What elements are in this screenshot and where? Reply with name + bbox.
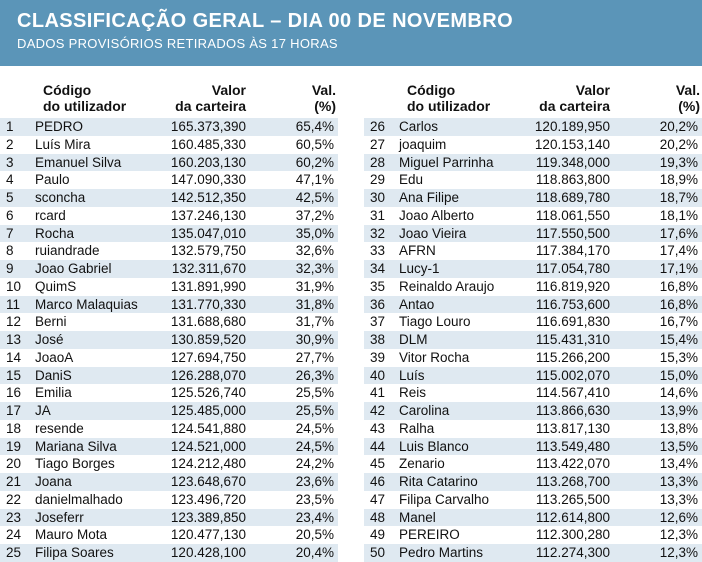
user-code-cell: resende [35, 420, 84, 436]
pct-change-cell: 25,5% [295, 403, 334, 418]
column-header-value: Valor da carteira [539, 82, 610, 114]
user-code-cell: Emanuel Silva [35, 154, 122, 170]
table-row [364, 544, 702, 562]
pct-change-cell: 25,5% [295, 385, 334, 401]
user-code-cell: Mariana Silva [35, 438, 117, 454]
table-row [364, 260, 702, 278]
portfolio-value-cell: 112.614,800 [535, 509, 610, 525]
portfolio-value-cell: 119.348,000 [535, 154, 610, 170]
portfolio-value-cell: 115.431,310 [535, 332, 610, 347]
pct-change-cell: 13,5% [659, 438, 698, 454]
table-row [364, 171, 702, 189]
table-row [364, 438, 702, 456]
pct-change-cell: 60,2% [295, 154, 334, 170]
portfolio-value-cell: 113.268,700 [535, 474, 610, 489]
rank-cell: 27 [370, 136, 386, 152]
pct-change-cell: 14,6% [659, 385, 698, 401]
portfolio-value-cell: 160.485,330 [170, 136, 246, 152]
portfolio-value-cell: 112.274,300 [535, 545, 610, 560]
table-row [0, 544, 338, 562]
pct-change-cell: 32,3% [295, 261, 334, 276]
page-subtitle: DADOS PROVISÓRIOS RETIRADOS ÀS 17 HORAS [17, 36, 338, 51]
pct-change-cell: 26,3% [295, 367, 334, 383]
table-row [364, 118, 702, 136]
pct-change-cell: 13,4% [659, 456, 698, 472]
user-code-cell: Luís [399, 367, 425, 383]
rank-cell: 15 [6, 367, 22, 383]
portfolio-value-cell: 113.866,630 [535, 403, 610, 418]
user-code-cell: AFRN [399, 243, 436, 259]
pct-change-cell: 37,2% [295, 207, 334, 223]
pct-change-cell: 13,3% [659, 474, 698, 489]
user-code-cell: José [35, 332, 64, 347]
user-code-cell: Pedro Martins [399, 545, 484, 560]
portfolio-value-cell: 123.648,670 [170, 474, 246, 489]
user-code-cell: Luís Mira [35, 136, 91, 152]
user-code-cell: Manel [399, 509, 436, 525]
rank-cell: 46 [370, 474, 386, 489]
table-row [0, 420, 338, 438]
portfolio-value-cell: 160.203,130 [170, 154, 246, 170]
table-row [364, 384, 702, 402]
portfolio-value-cell: 118.061,550 [535, 207, 610, 223]
rank-cell: 14 [6, 349, 22, 365]
rank-cell: 23 [6, 509, 22, 525]
table-row [0, 189, 338, 207]
rank-cell: 25 [6, 545, 22, 560]
rank-cell: 38 [370, 332, 386, 347]
portfolio-value-cell: 113.422,070 [535, 456, 610, 472]
portfolio-value-cell: 123.389,850 [170, 509, 246, 525]
table-row [0, 438, 338, 456]
rank-cell: 33 [370, 243, 386, 259]
user-code-cell: Ralha [399, 420, 435, 436]
rank-cell: 31 [370, 207, 386, 223]
column-header-code: Código do utilizador [407, 82, 491, 114]
page-title: CLASSIFICAÇÃO GERAL – DIA 00 DE NOVEMBRO [17, 10, 514, 32]
pct-change-cell: 23,4% [295, 509, 334, 525]
user-code-cell: Paulo [35, 172, 70, 188]
portfolio-value-cell: 112.300,280 [535, 527, 610, 543]
pct-change-cell: 13,3% [659, 491, 698, 507]
rank-cell: 24 [6, 527, 22, 543]
table-row [364, 242, 702, 260]
table-row [0, 384, 338, 402]
rank-cell: 32 [370, 225, 386, 241]
portfolio-value-cell: 116.819,920 [535, 278, 610, 294]
pct-change-cell: 15,0% [659, 367, 698, 383]
rank-cell: 21 [6, 474, 22, 489]
pct-change-cell: 24,2% [295, 456, 334, 472]
user-code-cell: Joao Gabriel [35, 261, 112, 276]
pct-change-cell: 24,5% [295, 438, 334, 454]
table-row [0, 118, 338, 136]
rank-cell: 7 [6, 225, 14, 241]
table-row [0, 242, 338, 260]
table-row [0, 278, 338, 296]
pct-change-cell: 18,9% [659, 172, 698, 188]
rank-cell: 13 [6, 332, 22, 347]
portfolio-value-cell: 142.512,350 [170, 190, 246, 205]
user-code-cell: Edu [399, 172, 424, 188]
user-code-cell: Rocha [35, 225, 75, 241]
user-code-cell: Luis Blanco [399, 438, 469, 454]
pct-change-cell: 17,6% [659, 225, 698, 241]
user-code-cell: Filipa Carvalho [399, 491, 490, 507]
pct-change-cell: 12,3% [659, 545, 698, 560]
rank-cell: 47 [370, 491, 386, 507]
portfolio-value-cell: 125.526,740 [170, 385, 246, 401]
rank-cell: 43 [370, 420, 386, 436]
user-code-cell: Reis [399, 385, 427, 401]
user-code-cell: Antao [399, 296, 435, 312]
user-code-cell: rcard [35, 207, 66, 223]
table-row [0, 260, 338, 278]
column-header-code: Código do utilizador [43, 82, 127, 114]
user-code-cell: PEREIRO [399, 527, 460, 543]
rank-cell: 50 [370, 545, 386, 560]
table-row [0, 349, 338, 367]
portfolio-value-cell: 137.246,130 [170, 207, 246, 223]
portfolio-value-cell: 132.579,750 [170, 243, 246, 259]
table-row [364, 509, 702, 527]
rank-cell: 37 [370, 314, 386, 330]
table-row [0, 367, 338, 385]
portfolio-value-cell: 124.521,000 [170, 438, 246, 454]
user-code-cell: Tiago Louro [399, 314, 471, 330]
portfolio-value-cell: 116.753,600 [535, 296, 610, 312]
portfolio-value-cell: 120.153,140 [534, 136, 610, 152]
table-row [0, 313, 338, 331]
table-row [364, 225, 702, 243]
pct-change-cell: 32,6% [295, 243, 334, 259]
table-row [0, 171, 338, 189]
pct-change-cell: 18,7% [659, 190, 698, 205]
pct-change-cell: 23,6% [295, 474, 334, 489]
rank-cell: 22 [6, 491, 22, 507]
pct-change-cell: 12,3% [659, 527, 698, 543]
column-header-row [0, 66, 338, 118]
user-code-cell: Emilia [35, 385, 72, 401]
pct-change-cell: 42,5% [295, 190, 334, 205]
portfolio-value-cell: 117.054,780 [535, 261, 610, 276]
pct-change-cell: 20,2% [659, 136, 698, 152]
portfolio-value-cell: 130.859,520 [170, 332, 246, 347]
pct-change-cell: 35,0% [295, 225, 334, 241]
rank-cell: 19 [6, 438, 22, 454]
table-row [0, 225, 338, 243]
pct-change-cell: 13,8% [659, 420, 698, 436]
user-code-cell: Vitor Rocha [399, 349, 470, 365]
table-row [0, 207, 338, 225]
user-code-cell: Miguel Parrinha [399, 154, 494, 170]
table-row [364, 154, 702, 172]
pct-change-cell: 19,3% [659, 154, 698, 170]
rank-cell: 4 [6, 172, 14, 188]
table-row [364, 331, 702, 349]
user-code-cell: Mauro Mota [35, 527, 108, 543]
pct-change-cell: 17,1% [659, 261, 698, 276]
portfolio-value-cell: 126.288,070 [170, 367, 246, 383]
user-code-cell: Joao Alberto [399, 207, 475, 223]
table-row [364, 402, 702, 420]
user-code-cell: JA [35, 403, 51, 418]
rank-cell: 18 [6, 420, 22, 436]
rank-cell: 44 [370, 438, 386, 454]
portfolio-value-cell: 131.688,680 [170, 314, 246, 330]
portfolio-value-cell: 123.496,720 [170, 491, 246, 507]
user-code-cell: Reinaldo Araujo [399, 278, 495, 294]
pct-change-cell: 27,7% [295, 349, 334, 365]
pct-change-cell: 15,4% [659, 332, 698, 347]
portfolio-value-cell: 135.047,010 [170, 225, 246, 241]
user-code-cell: Rita Catarino [399, 474, 478, 489]
table-row [364, 136, 702, 154]
table-row [364, 473, 702, 491]
user-code-cell: danielmalhado [35, 491, 123, 507]
rank-cell: 35 [370, 278, 386, 294]
table-row [0, 154, 338, 172]
table-row [364, 207, 702, 225]
portfolio-value-cell: 120.428,100 [170, 545, 246, 560]
pct-change-cell: 31,7% [295, 314, 334, 330]
pct-change-cell: 24,5% [295, 420, 334, 436]
header-banner [0, 0, 702, 66]
rank-cell: 10 [6, 278, 22, 294]
pct-change-cell: 16,8% [659, 278, 698, 294]
portfolio-value-cell: 125.485,000 [170, 403, 246, 418]
column-header-pct: Val. (%) [675, 82, 700, 114]
rank-cell: 3 [6, 154, 14, 170]
rank-cell: 39 [370, 349, 386, 365]
pct-change-cell: 17,4% [659, 243, 698, 259]
portfolio-value-cell: 117.384,170 [535, 243, 610, 259]
pct-change-cell: 20,2% [659, 119, 698, 134]
portfolio-value-cell: 147.090,330 [170, 172, 246, 188]
ranking-table-left [0, 66, 338, 562]
rank-cell: 5 [6, 190, 14, 205]
table-row [0, 455, 338, 473]
rank-cell: 36 [370, 296, 386, 312]
portfolio-value-cell: 114.567,410 [535, 385, 610, 401]
table-row [0, 296, 338, 314]
table-row [0, 509, 338, 527]
portfolio-value-cell: 124.541,880 [170, 420, 246, 436]
rank-cell: 26 [370, 119, 386, 134]
portfolio-value-cell: 131.891,990 [170, 278, 246, 294]
pct-change-cell: 30,9% [295, 332, 334, 347]
user-code-cell: Zenario [399, 456, 445, 472]
user-code-cell: Carlos [399, 119, 439, 134]
user-code-cell: Joao Vieira [399, 225, 467, 241]
portfolio-value-cell: 116.691,830 [535, 314, 610, 330]
portfolio-value-cell: 124.212,480 [170, 456, 246, 472]
pct-change-cell: 31,8% [295, 296, 334, 312]
portfolio-value-cell: 113.265,500 [535, 491, 610, 507]
user-code-cell: DLM [399, 332, 428, 347]
pct-change-cell: 13,9% [659, 403, 698, 418]
portfolio-value-cell: 118.863,800 [535, 172, 610, 188]
pct-change-cell: 23,5% [295, 491, 334, 507]
portfolio-value-cell: 165.373,390 [170, 119, 246, 134]
rank-cell: 42 [370, 403, 386, 418]
rank-cell: 2 [6, 136, 14, 152]
rank-cell: 9 [6, 261, 14, 276]
table-row [0, 491, 338, 509]
column-header-value: Valor da carteira [175, 82, 246, 114]
portfolio-value-cell: 113.817,130 [535, 420, 610, 436]
portfolio-value-cell: 117.550,500 [535, 225, 610, 241]
rank-cell: 1 [6, 119, 14, 134]
rank-cell: 40 [370, 367, 386, 383]
pct-change-cell: 20,4% [295, 545, 334, 560]
portfolio-value-cell: 127.694,750 [170, 349, 246, 365]
user-code-cell: Berni [35, 314, 67, 330]
pct-change-cell: 60,5% [295, 136, 334, 152]
pct-change-cell: 12,6% [659, 509, 698, 525]
portfolio-value-cell: 115.266,200 [535, 349, 610, 365]
pct-change-cell: 47,1% [295, 172, 334, 188]
table-row [364, 526, 702, 544]
user-code-cell: Tiago Borges [35, 456, 115, 472]
rank-cell: 28 [370, 154, 386, 170]
pct-change-cell: 20,5% [295, 527, 334, 543]
table-row [364, 278, 702, 296]
column-header-row [364, 66, 702, 118]
table-row [364, 349, 702, 367]
table-row [364, 189, 702, 207]
table-row [364, 455, 702, 473]
pct-change-cell: 31,9% [295, 278, 334, 294]
user-code-cell: DaniS [35, 367, 72, 383]
user-code-cell: JoaoA [35, 349, 74, 365]
user-code-cell: QuimS [35, 278, 77, 294]
rank-cell: 6 [6, 207, 14, 223]
user-code-cell: Marco Malaquias [35, 296, 138, 312]
pct-change-cell: 16,8% [659, 296, 698, 312]
user-code-cell: PEDRO [35, 119, 84, 134]
portfolio-value-cell: 118.689,780 [535, 190, 610, 205]
table-body-left [0, 118, 338, 562]
pct-change-cell: 65,4% [295, 119, 334, 134]
portfolio-value-cell: 131.770,330 [170, 296, 246, 312]
rank-cell: 12 [6, 314, 22, 330]
rank-cell: 16 [6, 385, 22, 401]
user-code-cell: Joseferr [35, 509, 84, 525]
rank-cell: 8 [6, 243, 14, 259]
rank-cell: 17 [6, 403, 22, 418]
rank-cell: 45 [370, 456, 386, 472]
user-code-cell: sconcha [35, 190, 86, 205]
rank-cell: 20 [6, 456, 22, 472]
portfolio-value-cell: 120.189,950 [534, 119, 610, 134]
user-code-cell: Lucy-1 [399, 261, 440, 276]
table-row [364, 420, 702, 438]
rank-cell: 41 [370, 385, 386, 401]
user-code-cell: Ana Filipe [399, 190, 460, 205]
rank-cell: 29 [370, 172, 386, 188]
pct-change-cell: 15,3% [659, 349, 698, 365]
column-header-pct: Val. (%) [311, 82, 336, 114]
rank-cell: 49 [370, 527, 386, 543]
table-row [364, 313, 702, 331]
ranking-table-right [364, 66, 702, 562]
table-row [0, 526, 338, 544]
table-row [364, 491, 702, 509]
user-code-cell: joaquim [399, 136, 447, 152]
portfolio-value-cell: 132.311,670 [171, 261, 246, 276]
table-row [0, 331, 338, 349]
table-row [364, 367, 702, 385]
user-code-cell: ruiandrade [35, 243, 100, 259]
portfolio-value-cell: 113.549,480 [535, 438, 610, 454]
table-row [364, 296, 702, 314]
pct-change-cell: 16,7% [659, 314, 698, 330]
rank-cell: 30 [370, 190, 386, 205]
rank-cell: 48 [370, 509, 386, 525]
pct-change-cell: 18,1% [659, 207, 698, 223]
user-code-cell: Filipa Soares [35, 545, 114, 560]
portfolio-value-cell: 115.002,070 [535, 367, 610, 383]
table-row [0, 136, 338, 154]
portfolio-value-cell: 120.477,130 [170, 527, 246, 543]
rank-cell: 11 [6, 296, 21, 312]
rank-cell: 34 [370, 261, 386, 276]
table-row [0, 473, 338, 491]
user-code-cell: Joana [35, 474, 72, 489]
table-body-right [364, 118, 702, 562]
table-row [0, 402, 338, 420]
user-code-cell: Carolina [399, 403, 450, 418]
